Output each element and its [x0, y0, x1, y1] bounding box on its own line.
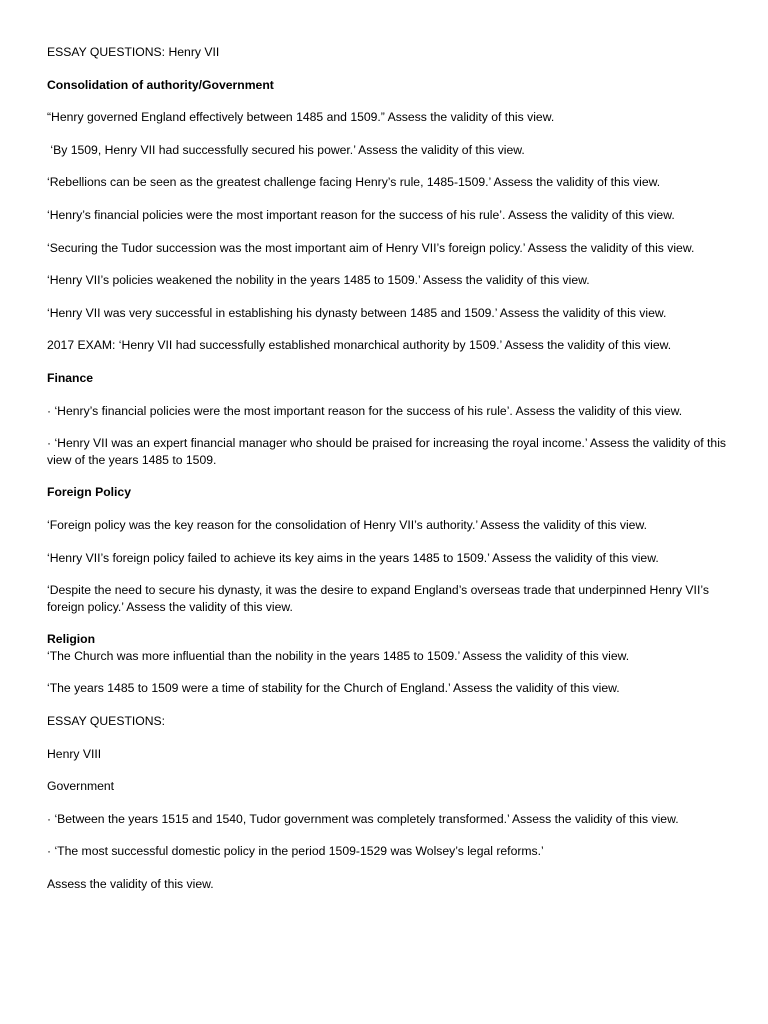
heading-henry-viii: Henry VIII	[47, 746, 102, 761]
doc-title-2: ESSAY QUESTIONS:	[47, 714, 166, 729]
heading-government: Government	[47, 779, 115, 794]
religion-question-2: ‘The years 1485 to 1509 were a time of stability for the Church of England.’ Assess the validity of this view.	[47, 681, 620, 696]
question-4: ‘Henry’s financial policies were the most important reason for the success of his rule’. Assess the validity of this view.	[47, 207, 675, 222]
heading-consolidation: Consolidation of authority/Government	[47, 77, 274, 92]
question-3: ‘Rebellions can be seen as the greatest challenge facing Henry’s rule, 1485-1509.’ Assess the validity of this view.	[47, 175, 661, 190]
foreign-question-3: ‘Despite the need to secure his dynasty, it was the desire to expand England’s overseas trade that underpinned Henry VII’s foreign policy.’ Assess the validity of this view.	[47, 583, 709, 614]
finance-question-1: · ‘Henry’s financial policies were the most important reason for the success of his rule’. Assess the validity of this view.	[47, 403, 683, 418]
religion-question-1: ‘The Church was more influential than the nobility in the years 1485 to 1509.’ Assess the validity of this view.	[47, 648, 630, 663]
question-1: “Henry governed England effectively between 1485 and 1509.” Assess the validity of this view.	[47, 110, 555, 125]
foreign-question-2: ‘Henry VII’s foreign policy failed to achieve its key aims in the years 1485 to 1509.’ Assess the validity of this view.	[47, 550, 659, 565]
foreign-question-1: ‘Foreign policy was the key reason for the consolidation of Henry VII’s authority.’ Assess the validity of this view.	[47, 517, 647, 532]
question-8: 2017 EXAM: ‘Henry VII had successfully established monarchical authority by 1509.’ Assess the validity of this view.	[47, 338, 672, 353]
finance-question-2: · ‘Henry VII was an expert financial manager who should be praised for increasing the royal income.’ Assess the validity of this view of the years 1485 to 1509.	[47, 436, 726, 467]
question-5: ‘Securing the Tudor succession was the most important aim of Henry VII’s foreign policy.’ Assess the validity of this view.	[47, 240, 695, 255]
government-question-1: · ‘Between the years 1515 and 1540, Tudor government was completely transformed.’ Assess the validity of this view.	[47, 811, 679, 826]
question-7: ‘Henry VII was very successful in establishing his dynasty between 1485 and 1509.’ Assess the validity of this view.	[47, 305, 667, 320]
question-6: ‘Henry VII’s policies weakened the nobility in the years 1485 to 1509.’ Assess the validity of this view.	[47, 273, 590, 288]
heading-foreign-policy: Foreign Policy	[47, 485, 131, 500]
heading-finance: Finance	[47, 370, 94, 385]
document-page	[47, 44, 727, 893]
doc-title: ESSAY QUESTIONS: Henry VII	[47, 45, 220, 59]
government-question-2: · ‘The most successful domestic policy in the period 1509-1529 was Wolsey’s legal reforms.’	[47, 844, 544, 859]
question-2: ‘By 1509, Henry VII had successfully secured his power.’ Assess the validity of this view.	[47, 142, 525, 157]
heading-religion: Religion	[47, 632, 96, 647]
government-question-2-tail: Assess the validity of this view.	[47, 877, 214, 892]
